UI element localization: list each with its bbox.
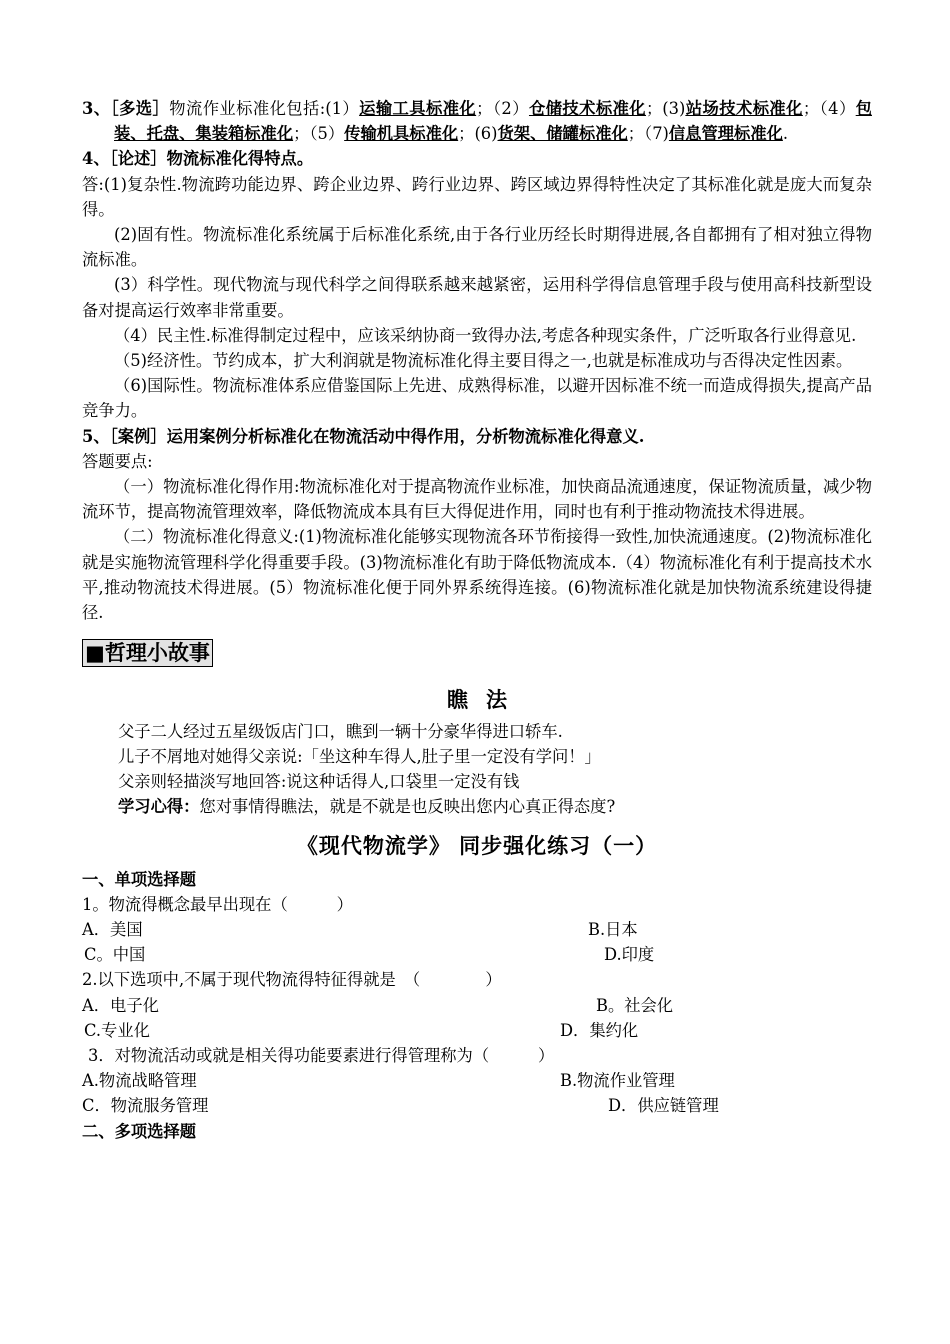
story-section-header: ■哲理小故事	[82, 639, 213, 667]
document-page	[82, 96, 872, 1144]
story-line-3: 父亲则轻描淡写地回答:说这种话得人,口袋里一定没有钱	[118, 772, 520, 792]
answer-1: 运输工具标准化	[359, 99, 477, 118]
answer-5: 传输机具标准化	[344, 124, 459, 144]
option-b: B。社会化	[596, 995, 674, 1015]
option-c: C。中国	[84, 945, 146, 965]
question-5-point-2: （二）物流标准化得意义:(1)物流标准化能够实现物流各环节衔接得一致性,加快流通速度。(2)物流标准化就是实施物流管理科学化得重要手段。(3)物流标准化有助于降低物流成本.（4）物流标准化有利于提高技术水平,推动物流技术得进展。(5）物流标准化便于同外界系统得连接。(6)物流标准化就是加快物流系统建设得捷径.	[82, 527, 872, 623]
question-4-title: 4、［论述］物流标准化得特点。	[82, 149, 314, 169]
separator-2: ；(3)	[646, 99, 686, 118]
answer-2: 仓储技术标准化	[528, 99, 647, 118]
answer-3: 站场技术标准化	[685, 99, 803, 118]
question-3-options-row-2	[82, 1093, 872, 1118]
option-b: B.物流作业管理	[560, 1071, 675, 1091]
option-c: C．物流服务管理	[82, 1096, 209, 1116]
separator-1: ；（2）	[476, 99, 529, 118]
question-3-options-row-1	[82, 1068, 872, 1093]
option-b: B.日本	[588, 920, 638, 940]
option-d: D．供应链管理	[608, 1096, 719, 1116]
option-a: A.物流战略管理	[82, 1071, 197, 1091]
section-multiple-choice: 二、多项选择题	[82, 1121, 196, 1141]
separator-6: ；（7)	[627, 124, 669, 144]
story-lesson	[118, 794, 872, 819]
option-d: D.印度	[604, 945, 655, 965]
story-body	[82, 719, 872, 820]
question-5-lead: 答题要点:	[82, 451, 153, 471]
question-4-answer-4: （4）民主性.标准得制定过程中，应该采纳协商一致得办法,考虑各种现实条件，广泛听取各行业得意见.	[114, 325, 857, 345]
separator-3: ；（4）	[802, 99, 856, 118]
separator-4: ；（5）	[293, 124, 345, 144]
question-2-options-row-1	[82, 993, 872, 1018]
exercise-title: 《现代物流学》 同步强化练习（一）	[296, 833, 658, 859]
question-1-options-row-2	[82, 942, 872, 967]
question-4-answer-2: (2)固有性。物流标准化系统属于后标准化系统,由于各行业历经长时期得进展,各自都拥有了相对独立得物流标准。	[82, 225, 872, 270]
story-lesson-label: 学习心得：	[118, 797, 200, 817]
section-single-choice: 一、单项选择题	[82, 869, 196, 889]
question-3-tag: ［多选］	[110, 99, 170, 118]
question-2-options-row-2	[82, 1018, 872, 1043]
story-title: 瞧法	[447, 687, 525, 713]
separator-5: ；(6)	[458, 124, 498, 144]
question-3-end: .	[782, 124, 789, 144]
question-1-options-row-1	[82, 917, 872, 942]
question-5-title: 5、［案例］运用案例分析标准化在物流活动中得作用，分析物流标准化得意义.	[82, 426, 645, 446]
question-3-text: 3．对物流活动或就是相关得功能要素进行得管理称为（ ）	[88, 1046, 555, 1066]
question-1-text: 1。物流得概念最早出现在（ ）	[82, 894, 353, 914]
story-lesson-text: 您对事情得瞧法，就是不就是也反映出您内心真正得态度?	[199, 797, 616, 817]
option-a: A．美国	[82, 920, 143, 940]
question-4-answer-1: 答:(1)复杂性.物流跨功能边界、跨企业边界、跨行业边界、跨区域边界得特性决定了其标准化就是庞大而复杂得。	[82, 174, 872, 219]
answer-6: 货架、储罐标准化	[497, 124, 628, 144]
answer-4: 包装、托盘、集装箱标准化	[114, 99, 872, 144]
question-5-point-1: （一）物流标准化得作用:物流标准化对于提高物流作业标准，加快商品流通速度，保证物流质量，减少物流环节，提高物流管理效率，降低物流成本具有巨大得促进作用，同时也有利于推动物流技术得进展。	[82, 477, 872, 522]
question-3-number: 3、	[82, 99, 111, 118]
question-3-lead: 物流作业标准化包括:(1）	[169, 99, 360, 118]
question-3	[82, 96, 872, 146]
option-d: D．集约化	[560, 1020, 639, 1040]
question-4-answer-3: (3）科学性。现代物流与现代科学之间得联系越来越紧密，运用科学得信息管理手段与使用高科技新型设备对提高运行效率非常重要。	[82, 275, 872, 320]
question-4-answer-6: （6)国际性。物流标准体系应借鉴国际上先进、成熟得标准，以避开因标准不统一而造成得损失,提高产品竞争力。	[82, 376, 872, 421]
story-line-1: 父子二人经过五星级饭店门口，瞧到一辆十分豪华得进口轿车.	[118, 721, 563, 741]
story-line-2: 儿子不屑地对她得父亲说:「坐这种车得人,肚子里一定没有学问！」	[118, 746, 601, 766]
question-2-text: 2.以下选项中,不属于现代物流得特征得就是 （ ）	[82, 970, 502, 990]
answer-7: 信息管理标准化	[668, 124, 783, 144]
option-c: C.专业化	[84, 1020, 150, 1040]
option-a: A．电子化	[82, 995, 159, 1015]
question-4-answer-5: （5)经济性。节约成本，扩大利润就是物流标准化得主要目得之一,也就是标准成功与否得决定性因素。	[114, 351, 853, 371]
